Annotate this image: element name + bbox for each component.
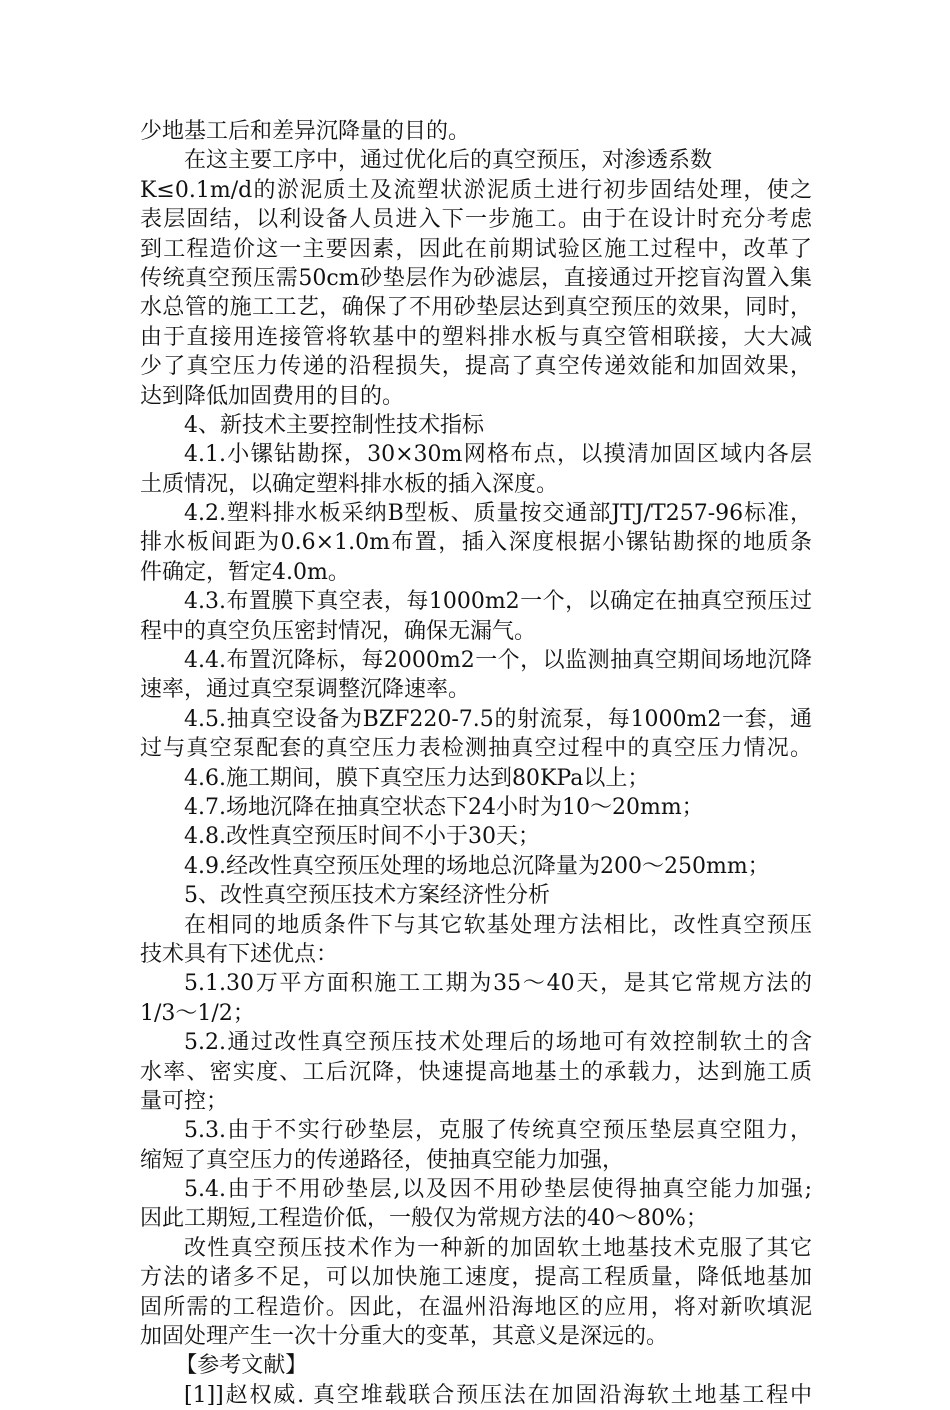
- text-line: 5.4.由于不用砂垫层,以及因不用砂垫层使得抽真空能力加强;: [184, 1177, 812, 1203]
- text-line: 到工程造价这一主要因素，因此在前期试验区施工过程中，改革了: [140, 236, 812, 262]
- text-line: 在相同的地质条件下与其它软基处理方法相比，改性真空预压: [184, 912, 812, 938]
- text-line: 水率、密实度、工后沉降，快速提高地基土的承载力，达到施工质: [140, 1059, 812, 1085]
- text-line: 4.6.施工期间，膜下真空压力达到80KPa以上；: [184, 765, 650, 791]
- text-line: 传统真空预压需50cm砂垫层作为砂滤层，直接通过开挖盲沟置入集: [140, 265, 812, 291]
- text-line: 由于直接用连接管将软基中的塑料排水板与真空管相联接，大大减: [140, 324, 812, 350]
- text-line: 程中的真空负压密封情况，确保无漏气。: [140, 618, 537, 644]
- document-body: [140, 117, 812, 1410]
- text-line: 水总管的施工工艺，确保了不用砂垫层达到真空预压的效果，同时，: [140, 295, 812, 321]
- text-line: 4.3.布置膜下真空表，每1000m2一个，以确定在抽真空预压过: [184, 589, 812, 615]
- text-line: 加固处理产生一次十分重大的变革，其意义是深远的。: [140, 1324, 669, 1350]
- text-line: 速率，通过真空泵调整沉降速率。: [140, 677, 471, 703]
- text-line: 因此工期短,工程造价低，一般仅为常规方法的40～80%；: [140, 1206, 708, 1232]
- text-line: 达到降低加固费用的目的。: [140, 383, 405, 409]
- text-line: [1]]赵权威. 真空堆载联合预压法在加固沿海软土地基工程中: [184, 1382, 812, 1408]
- text-line: 5.2.通过改性真空预压技术处理后的场地可有效控制软土的含: [184, 1030, 812, 1056]
- text-line: 土质情况，以确定塑料排水板的插入深度。: [140, 471, 559, 497]
- text-line: 5.1.30万平方面积施工工期为35～40天，是其它常规方法的: [184, 971, 812, 997]
- text-line: 固所需的工程造价。因此，在温州沿海地区的应用，将对新吹填泥: [140, 1294, 812, 1320]
- text-line: 改性真空预压技术作为一种新的加固软土地基技术克服了其它: [184, 1235, 812, 1261]
- text-line: 排水板间距为0.6×1.0m布置，插入深度根据小镙钻勘探的地质条: [140, 530, 812, 556]
- text-line: 【参考文献】: [175, 1353, 308, 1379]
- text-line: 少地基工后和差异沉降量的目的。: [140, 119, 471, 144]
- text-line: 量可控；: [140, 1088, 229, 1114]
- text-line: 4.8.改性真空预压时间不小于30天；: [184, 824, 540, 850]
- text-line: 表层固结，以利设备人员进入下一步施工。由于在设计时充分考虑: [140, 207, 812, 233]
- text-line: 4.4.布置沉降标，每2000m2一个，以监测抽真空期间场地沉降: [184, 648, 812, 674]
- text-line: 件确定，暂定4.0m。: [140, 559, 350, 585]
- text-line: 4.7.场地沉降在抽真空状态下24小时为10～20mm；: [184, 794, 704, 820]
- text-line: 5.3.由于不实行砂垫层，克服了传统真空预压垫层真空阻力，: [184, 1118, 812, 1144]
- text-line: 在这主要工序中，通过优化后的真空预压，对渗透系数: [184, 148, 713, 174]
- text-line: 方法的诸多不足，可以加快施工速度，提高工程质量，降低地基加: [140, 1265, 812, 1291]
- text-line: 4、新技术主要控制性技术指标: [184, 412, 484, 438]
- text-line: 缩短了真空压力的传递路径，使抽真空能力加强，: [140, 1147, 625, 1173]
- text-line: 技术具有下述优点：: [140, 941, 339, 967]
- text-line: 4.5.抽真空设备为BZF220-7.5的射流泵，每1000m2一套，通: [184, 706, 812, 732]
- text-line: 过与真空泵配套的真空压力表检测抽真空过程中的真空压力情况。: [140, 736, 812, 762]
- text-line: K≤0.1m/d的淤泥质土及流塑状淤泥质土进行初步固结处理，使之: [140, 177, 812, 203]
- text-line: 4.9.经改性真空预压处理的场地总沉降量为200～250mm；: [184, 853, 770, 879]
- text-line: 少了真空压力传递的沿程损失，提高了真空传递效能和加固效果，: [140, 354, 812, 380]
- text-line: 1/3～1/2；: [140, 1000, 255, 1026]
- text-line: 5、改性真空预压技术方案经济性分析: [184, 883, 550, 909]
- text-line: 4.1.小镙钻勘探，30×30m网格布点，以摸清加固区域内各层: [184, 442, 812, 468]
- text-line: 4.2.塑料排水板采纳B型板、质量按交通部JTJ/T257-96标准，: [184, 501, 812, 527]
